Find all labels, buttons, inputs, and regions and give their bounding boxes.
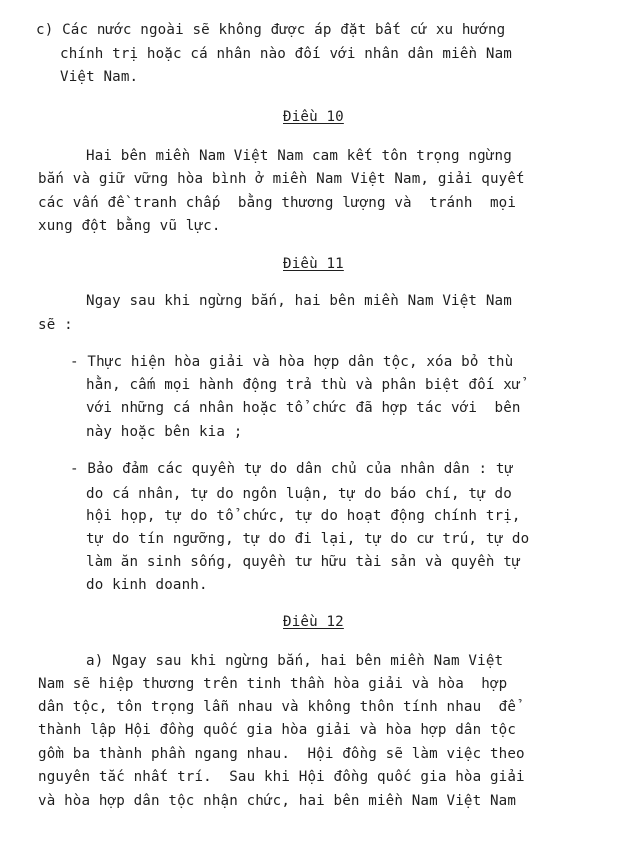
article-11-bullet-1-line-4: này hoặc bên kia ; xyxy=(86,424,243,440)
article-12-heading: Điều 12 xyxy=(283,614,344,630)
item-c-line-2: chính trị hoặc cá nhân nào đối với nhân dân miền Nam xyxy=(60,46,512,62)
article-11-intro-line-1: Ngay sau khi ngừng bắn, hai bên miền Nam Việt Nam xyxy=(86,293,512,309)
article-12-line-1: a) Ngay sau khi ngừng bắn, hai bên miền Nam Việt xyxy=(86,653,504,669)
article-11-bullet-2-line-6: do kinh doanh. xyxy=(86,577,208,593)
article-11-bullet-2-line-2: do cá nhân, tự do ngôn luận, tự do báo chí, tự do xyxy=(86,486,512,502)
article-11-bullet-1-line-1: - Thực hiện hòa giải và hòa hợp dân tộc, xóa bỏ thù xyxy=(70,354,514,370)
article-11-bullet-1-line-2: hằn, cấm mọi hành động trả thù và phân biệt đối xử xyxy=(86,377,521,393)
article-12-line-2: Nam sẽ hiệp thương trên tinh thần hòa giải và hòa hợp xyxy=(38,676,508,692)
article-12-line-3: dân tộc, tôn trọng lẫn nhau và không thôn tính nhau để xyxy=(38,699,517,715)
article-12-line-5: gồm ba thành phần ngang nhau. Hội đồng sẽ làm việc theo xyxy=(38,746,525,762)
article-12-line-4: thành lập Hội đồng quốc gia hòa giải và hòa hợp dân tộc xyxy=(38,722,517,738)
article-10-line-2: bắn và giữ vững hòa bình ở miền Nam Việt Nam, giải quyết xyxy=(38,171,525,187)
item-c-line-3: Việt Nam. xyxy=(60,69,139,85)
article-11-heading: Điều 11 xyxy=(283,256,344,272)
item-c-line-1: c) Các nước ngoài sẽ không được áp đặt bất cứ xu hướng xyxy=(36,22,506,38)
article-11-bullet-2-line-4: tự do tín ngưỡng, tự do đi lại, tự do cư trú, tự do xyxy=(86,531,530,547)
article-11-bullet-2-line-1: - Bảo đảm các quyền tự do dân chủ của nhân dân : tự xyxy=(70,461,514,477)
article-12-line-6: nguyên tắc nhất trí. Sau khi Hội đồng quốc gia hòa giải xyxy=(38,769,525,785)
article-11-bullet-2-line-3: hội họp, tự do tổ chức, tự do hoạt động chính trị, xyxy=(86,508,521,524)
article-10-line-3: các vấn đề tranh chấp bằng thương lượng và tránh mọi xyxy=(38,195,517,211)
article-12-line-7: và hòa hợp dân tộc nhận chức, hai bên miền Nam Việt Nam xyxy=(38,793,517,809)
article-10-line-1: Hai bên miền Nam Việt Nam cam kết tôn trọng ngừng xyxy=(86,148,512,164)
article-11-bullet-2-line-5: làm ăn sinh sống, quyền tư hữu tài sản và quyền tự xyxy=(86,554,521,570)
article-11-intro-line-2: sẽ : xyxy=(38,317,73,333)
article-10-line-4: xung đột bằng vũ lực. xyxy=(38,218,221,234)
article-10-heading: Điều 10 xyxy=(283,109,344,125)
article-11-bullet-1-line-3: với những cá nhân hoặc tổ chức đã hợp tác với bên xyxy=(86,400,521,416)
